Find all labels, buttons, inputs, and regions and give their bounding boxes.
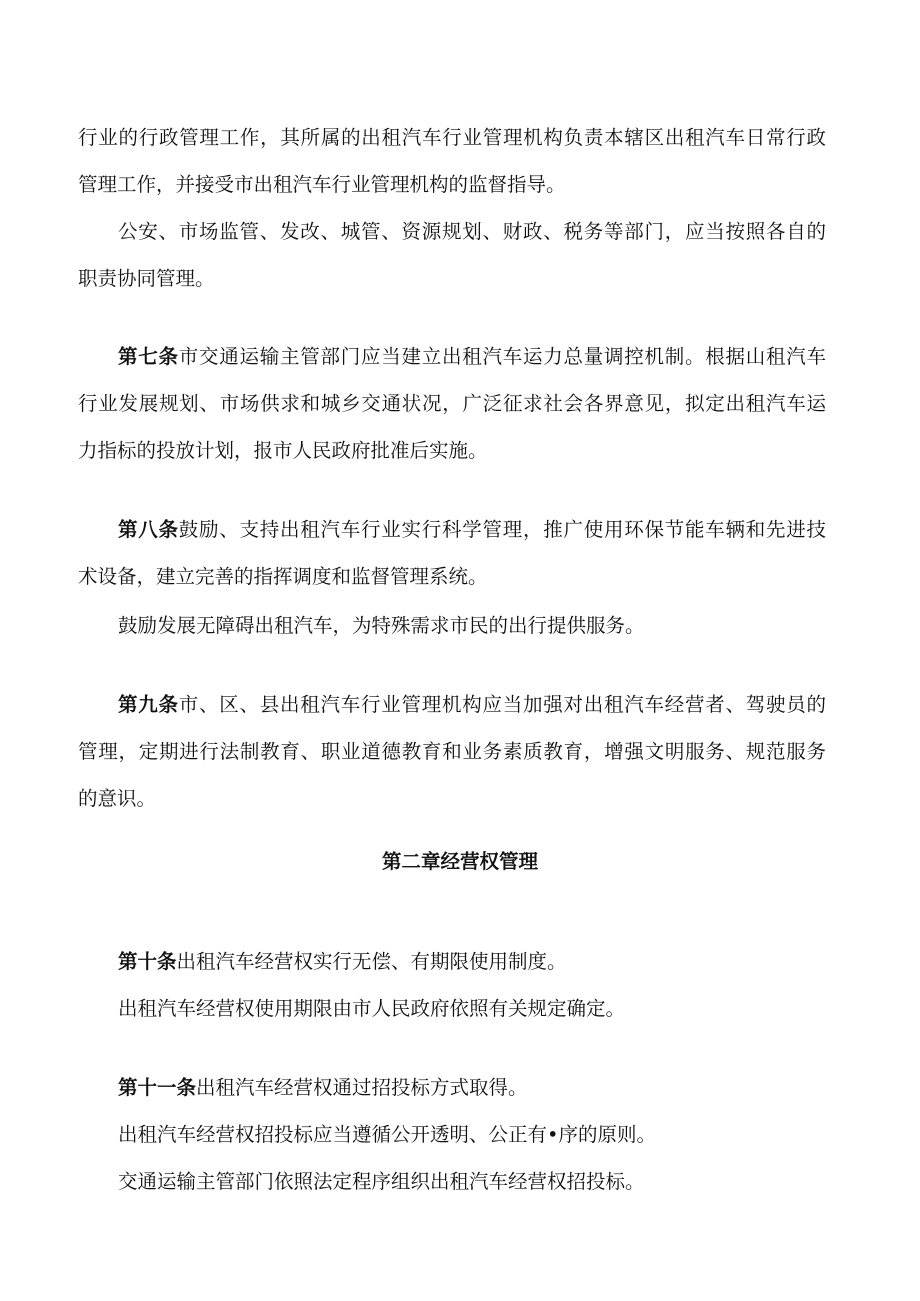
article-10-title: 第十条 <box>118 950 177 973</box>
paragraph-line: 行业的行政管理工作，其所属的出租汽车行业管理机构负责本辖区出租汽车日常行政 <box>78 126 826 149</box>
article-11-title: 第十一条 <box>118 1076 197 1099</box>
paragraph-line: 职责协同管理。 <box>78 267 215 290</box>
paragraph-line: 术设备，建立完善的指挥调度和监督管理系统。 <box>78 565 488 588</box>
article-8-line <box>118 516 826 544</box>
paragraph-line: 出租汽车经营权招投标应当遵循公开透明、公正有•序的原则。 <box>118 1123 657 1146</box>
article-8-title: 第八条 <box>118 518 179 541</box>
article-7-title: 第七条 <box>118 345 179 368</box>
paragraph-line: 公安、市场监管、发改、城管、资源规划、财政、税务等部门，应当按照各自的 <box>118 220 826 243</box>
article-11-text: 出租汽车经营权通过招投标方式取得。 <box>196 1076 528 1099</box>
article-10-line <box>118 948 826 976</box>
article-7-text: 市交通运输主管部门应当建立出租汽车运力总量调控机制。根据山租汽车 <box>178 345 826 368</box>
article-8-text: 鼓励、支持出租汽车行业实行科学管理，推广使用环保节能车辆和先进技 <box>178 518 826 541</box>
paragraph-line: 行业发展规划、市场供求和城乡交通状况，广泛征求社会各界意见，拟定出租汽车运 <box>78 392 826 415</box>
paragraph-line: 的意识。 <box>78 787 157 810</box>
paragraph-line: 管理工作，并接受市出租汽车行业管理机构的监督指导。 <box>78 173 566 196</box>
paragraph-line: 出租汽车经营权使用期限由市人民政府依照有关规定确定。 <box>118 997 626 1020</box>
article-9-text: 市、区、县出租汽车行业管理机构应当加强对出租汽车经营者、驾驶员的 <box>178 693 826 716</box>
paragraph-line: 管理，定期进行法制教育、职业道德教育和业务素质教育，增强文明服务、规范服务 <box>78 740 826 763</box>
article-10-text: 出租汽车经营权实行无偿、有期限使用制度。 <box>176 950 567 973</box>
paragraph-line: 交通运输主管部门依照法定程序组织出租汽车经营权招投标。 <box>118 1170 645 1193</box>
chapter-heading: 第二章经营权管理 <box>381 850 538 873</box>
article-9-line <box>118 691 826 719</box>
paragraph-line: 鼓励发展无障碍出租汽车，为特殊需求市民的出行提供服务。 <box>118 614 645 637</box>
article-7-line <box>118 343 826 371</box>
article-11-line <box>118 1074 826 1102</box>
paragraph-line: 力指标的投放计划，报市人民政府批准后实施。 <box>78 439 488 462</box>
article-9-title: 第九条 <box>118 693 179 716</box>
